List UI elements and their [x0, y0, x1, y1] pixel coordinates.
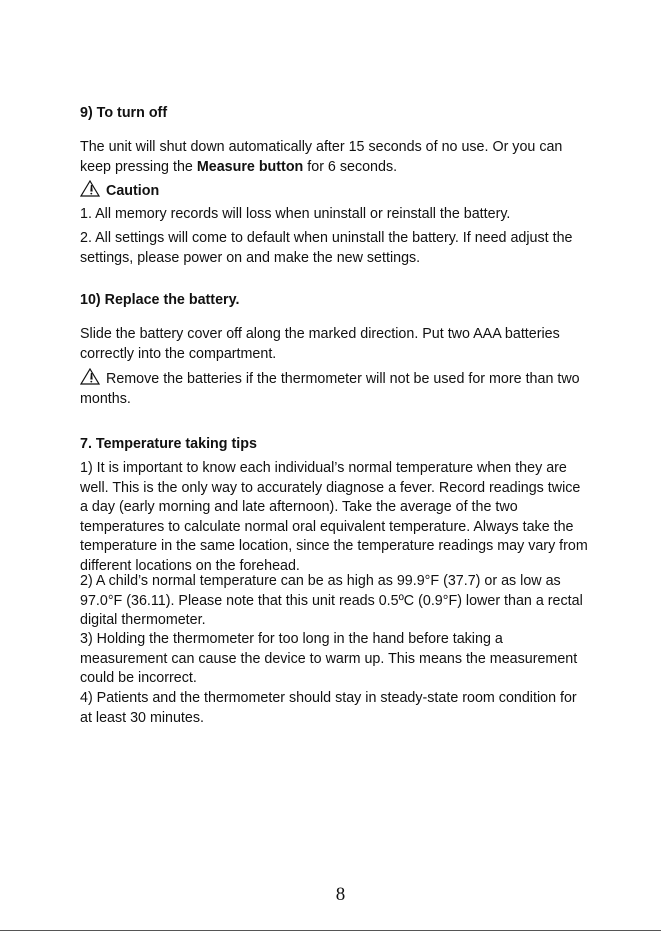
battery-warning-text: Remove the batteries if the thermometer will not be used for more than two months. [80, 371, 580, 407]
caution-item-2: 2. All settings will come to default when uninstall the battery. If need adjust the settings, please power on and make the new settings. [80, 230, 573, 266]
section-9-heading: 9) To turn off [80, 105, 168, 121]
caution-line [80, 180, 590, 202]
warning-triangle-icon [80, 180, 100, 197]
tip-3: 3) Holding the thermometer for too long in the hand before taking a measurement can cause the device to warm up. This means the measurement could be incorrect. [80, 631, 578, 686]
section-9-paragraph [80, 138, 590, 177]
section-10-paragraph: Slide the battery cover off along the marked direction. Put two AAA batteries correctly into the compartment. [80, 326, 560, 362]
caution-label: Caution [106, 183, 160, 199]
tip-1: 1) It is important to know each individual’s normal temperature when they are well. This is the only way to accurately diagnose a fever. Record readings twice a day (early morning and late afternoon). Take the average of the two temperatures to calculate normal oral equivalent temperature. Always take the temperature in the same location, since the temperature readings may vary from different locations on the forehead. [80, 460, 588, 574]
section-10-heading: 10) Replace the battery. [80, 292, 240, 308]
tip-4: 4) Patients and the thermometer should stay in steady-state room condition for at least 30 minutes. [80, 690, 577, 726]
battery-warning [80, 368, 590, 409]
bottom-rule [0, 930, 661, 931]
section-9-text-2: for 6 seconds. [303, 158, 398, 175]
tip-2: 2) A child’s normal temperature can be as high as 99.9°F (37.7) or as low as 97.0°F (36.11). Please note that this unit reads 0.5ºC (0.9°F) lower than a rectal digital thermometer. [80, 573, 583, 628]
warning-triangle-icon [80, 368, 100, 385]
page-number: 8 [335, 884, 346, 905]
measure-button-term: Measure button [196, 158, 304, 175]
section-7-heading: 7. Temperature taking tips [80, 436, 257, 452]
caution-item-1: 1. All memory records will loss when uninstall or reinstall the battery. [80, 206, 511, 222]
section-9-text-1: The unit will shut down automatically after 15 seconds of no use. Or you can keep pressing the [80, 139, 563, 175]
